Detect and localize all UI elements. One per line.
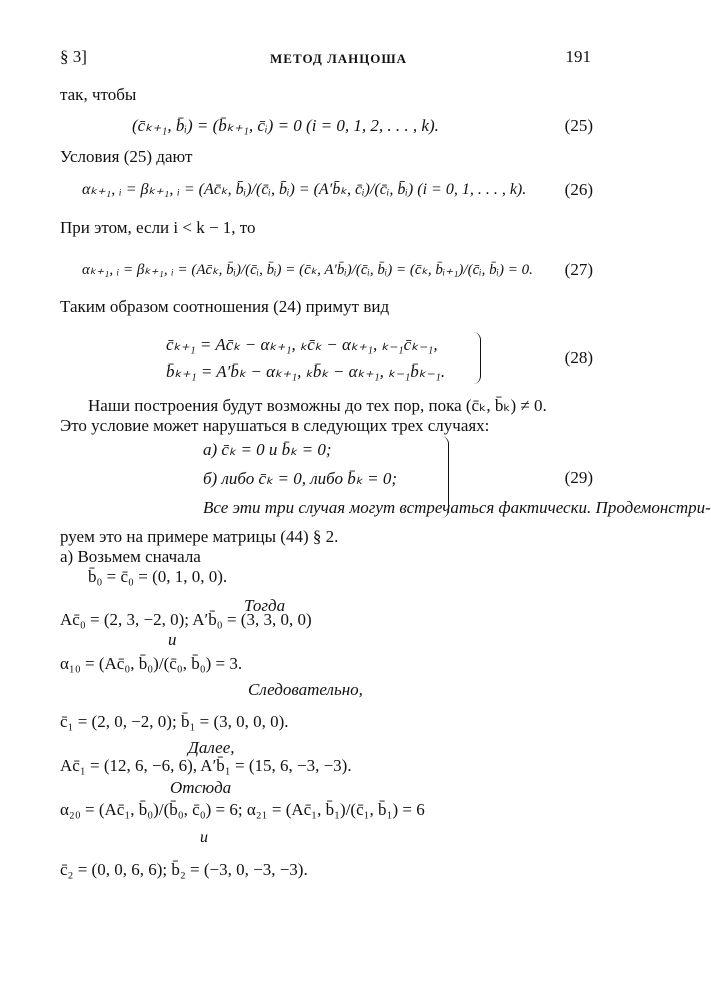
- equation-35: и: [200, 829, 208, 846]
- equation-25: (c̄ₖ₊₁, b̄ᵢ) = (b̄ₖ₊₁, c̄ᵢ) = 0 (i = 0, 1, 2, . . . , k).: [132, 116, 439, 135]
- equation-30: Тогда: [244, 596, 286, 615]
- equation-32: Следовательно,: [248, 680, 363, 699]
- equation-28-line-1: c̄ₖ₊₁ = Ac̄ₖ − αₖ₊₁, ₖc̄ₖ − αₖ₊₁, ₖ₋₁c̄ₖ₋₁,: [166, 335, 438, 354]
- right-brace: [470, 332, 481, 384]
- paragraph-line: Наши построения будут возможны до тех пор, пока (c̄ₖ, b̄ₖ) ≠ 0.: [88, 396, 547, 415]
- case-a: а) c̄ₖ = 0 и b̄ₖ = 0;: [203, 440, 332, 459]
- paragraph-line: Ac̄₀ = (2, 3, −2, 0); A′b̄₀ = (3, 3, 0, 0): [60, 610, 312, 629]
- case-b: б) либо c̄ₖ = 0, либо b̄ₖ = 0;: [203, 469, 398, 488]
- equation-31: и: [168, 630, 177, 649]
- paragraph-line: c̄₂ = (0, 0, 6, 6); b̄₂ = (−3, 0, −3, −3).: [60, 860, 308, 879]
- page-number: 191: [565, 47, 591, 66]
- paragraph-line: Ac̄₁ = (12, 6, −6, 6), A′b̄₁ = (15, 6, −3, −3).: [60, 756, 352, 775]
- equation-27: αₖ₊₁, ᵢ = βₖ₊₁, ᵢ = (Ac̄ₖ, b̄ᵢ)/(c̄ᵢ, b̄ᵢ) = (c̄ₖ, A′b̄ᵢ)/(c̄ᵢ, b̄ᵢ) = (c̄ₖ, b̄ᵢ₊₁)/(c̄ᵢ, b̄ᵢ) = 0.: [82, 262, 533, 278]
- equation-28-line-2: b̄ₖ₊₁ = A′b̄ₖ − αₖ₊₁, ₖb̄ₖ − αₖ₊₁, ₖ₋₁b̄ₖ₋₁.: [166, 362, 446, 381]
- paragraph-line: руем это на примере матрицы (44) § 2.: [60, 527, 339, 546]
- equation-26: αₖ₊₁, ᵢ = βₖ₊₁, ᵢ = (Ac̄ₖ, b̄ᵢ)/(c̄ᵢ, b̄ᵢ) = (A′b̄ₖ, c̄ᵢ)/(c̄ᵢ, b̄ᵢ) (i = 0, 1, . . . , k).: [82, 181, 527, 198]
- paragraph-line: c̄₁ = (2, 0, −2, 0); b̄₁ = (3, 0, 0, 0).: [60, 712, 289, 731]
- right-brace: [438, 436, 449, 518]
- equation-33: Далее,: [188, 738, 235, 757]
- equation-number: (29): [564, 468, 593, 487]
- paragraph-line: α₁₀ = (Ac̄₀, b̄₀)/(c̄₀, b̄₀) = 3.: [60, 654, 243, 673]
- section-marker: § 3]: [60, 47, 87, 66]
- paragraph-line: Условия (25) дают: [60, 147, 193, 166]
- paragraph-line: α₂₀ = (Ac̄₁, b̄₀)/(b̄₀, c̄₀) = 6; α₂₁ = (Ac̄₁, b̄₁)/(c̄₁, b̄₁) = 6: [60, 800, 425, 819]
- paragraph-line: так, чтобы: [60, 85, 137, 104]
- running-title: МЕТОД ЛАНЦОША: [270, 51, 408, 66]
- equation-34: Отсюда: [170, 778, 232, 797]
- paragraph-line: Это условие может нарушаться в следующих трех случаях:: [60, 416, 490, 435]
- equation-number: (27): [564, 260, 593, 279]
- equation-number: (28): [564, 348, 593, 367]
- paragraph-line: а) Возьмем сначала: [60, 547, 201, 566]
- paragraph-line: Таким образом соотношения (24) примут вид: [60, 297, 390, 316]
- paragraph-line: При этом, если i < k − 1, то: [60, 218, 256, 237]
- paragraph-line: b̄₀ = c̄₀ = (0, 1, 0, 0).: [88, 567, 228, 586]
- equation-number: (26): [564, 180, 593, 199]
- case-c: Все эти три случая могут встречаться фактически. Продемонстри-: [203, 498, 711, 517]
- equation-number: (25): [564, 116, 593, 135]
